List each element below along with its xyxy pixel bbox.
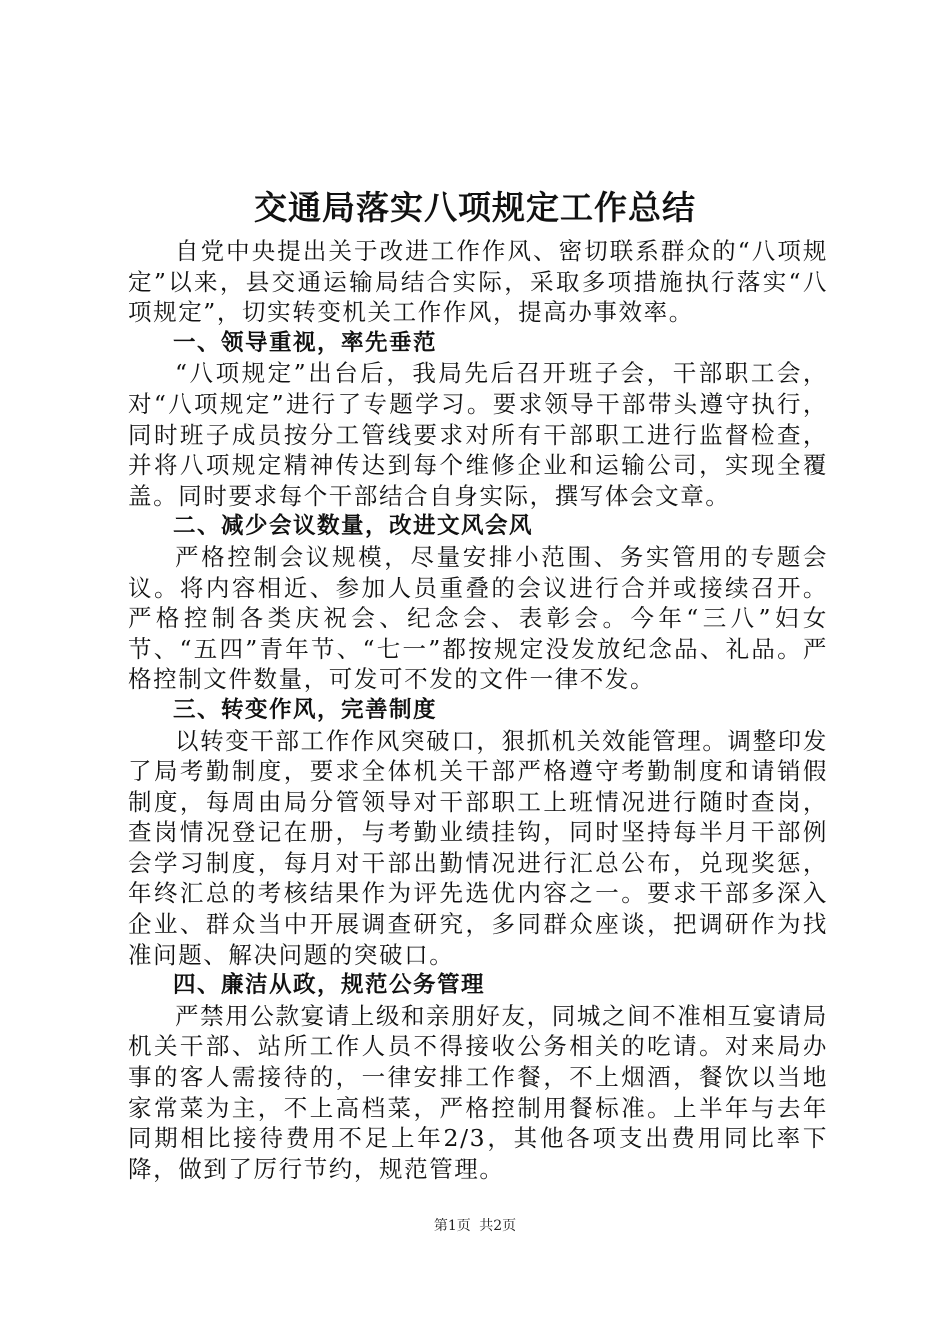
section-body-2: 严格控制会议规模，尽量安排小范围、务实管用的专题会议。将内容相近、参加人员重叠的会议进行合并或接续召开。严格控制各类庆祝会、纪念会、表彰会。今年“三八”妇女节、“五四”青年节、“七一”都按规定没发放纪念品、礼品。严格控制文件数量，可发可不发的文件一律不发。 <box>128 542 828 694</box>
document-title: 交通局落实八项规定工作总结 <box>254 188 696 227</box>
page-footer <box>0 1216 950 1236</box>
section-heading-2: 二、减少会议数量，改进文风会风 <box>173 513 534 540</box>
document-body <box>128 236 828 1184</box>
section-heading-4: 四、廉洁从政，规范公务管理 <box>173 972 486 999</box>
section-body-4: 严禁用公款宴请上级和亲朋好友，同城之间不准相互宴请局机关干部、站所工作人员不得接收公务相关的吃请。对来局办事的客人需接待的，一律安排工作餐，不上烟酒，餐饮以当地家常菜为主，不上高档菜，严格控制用餐标准。上半年与去年同期相比接待费用不足上年2/3，其他各项支出费用同比率下降，做到了厉行节约，规范管理。 <box>128 1001 828 1183</box>
section-body-3: 以转变干部工作作风突破口，狠抓机关效能管理。调整印发了局考勤制度，要求全体机关干部严格遵守考勤制度和请销假制度，每周由局分管领导对干部职工上班情况进行随时查岗，查岗情况登记在册，与考勤业绩挂钩，同时坚持每半月干部例会学习制度，每月对干部出勤情况进行汇总公布，兑现奖惩，年终汇总的考核结果作为评先选优内容之一。要求干部多深入企业、群众当中开展调查研究，多同群众座谈，把调研作为找准问题、解决问题的突破口。 <box>128 726 828 969</box>
page-number-current: 第1页 <box>433 1218 471 1234</box>
section-body-1: “八项规定”出台后，我局先后召开班子会，干部职工会，对“八项规定”进行了专题学习。要求领导干部带头遵守执行，同时班子成员按分工管线要求对所有干部职工进行监督检查，并将八项规定精神传达到每个维修企业和运输公司，实现全覆盖。同时要求每个干部结合自身实际，撰写体会文章。 <box>128 359 828 510</box>
section-heading-3: 三、转变作风，完善制度 <box>173 696 438 723</box>
intro-paragraph: 自党中央提出关于改进工作作风、密切联系群众的“八项规定”以来，县交通运输局结合实际，采取多项措施执行落实“八项规定”，切实转变机关工作作风，提高办事效率。 <box>128 237 828 327</box>
page-number-total: 共2页 <box>479 1218 517 1234</box>
section-heading-1: 一、领导重视，率先垂范 <box>173 329 438 356</box>
